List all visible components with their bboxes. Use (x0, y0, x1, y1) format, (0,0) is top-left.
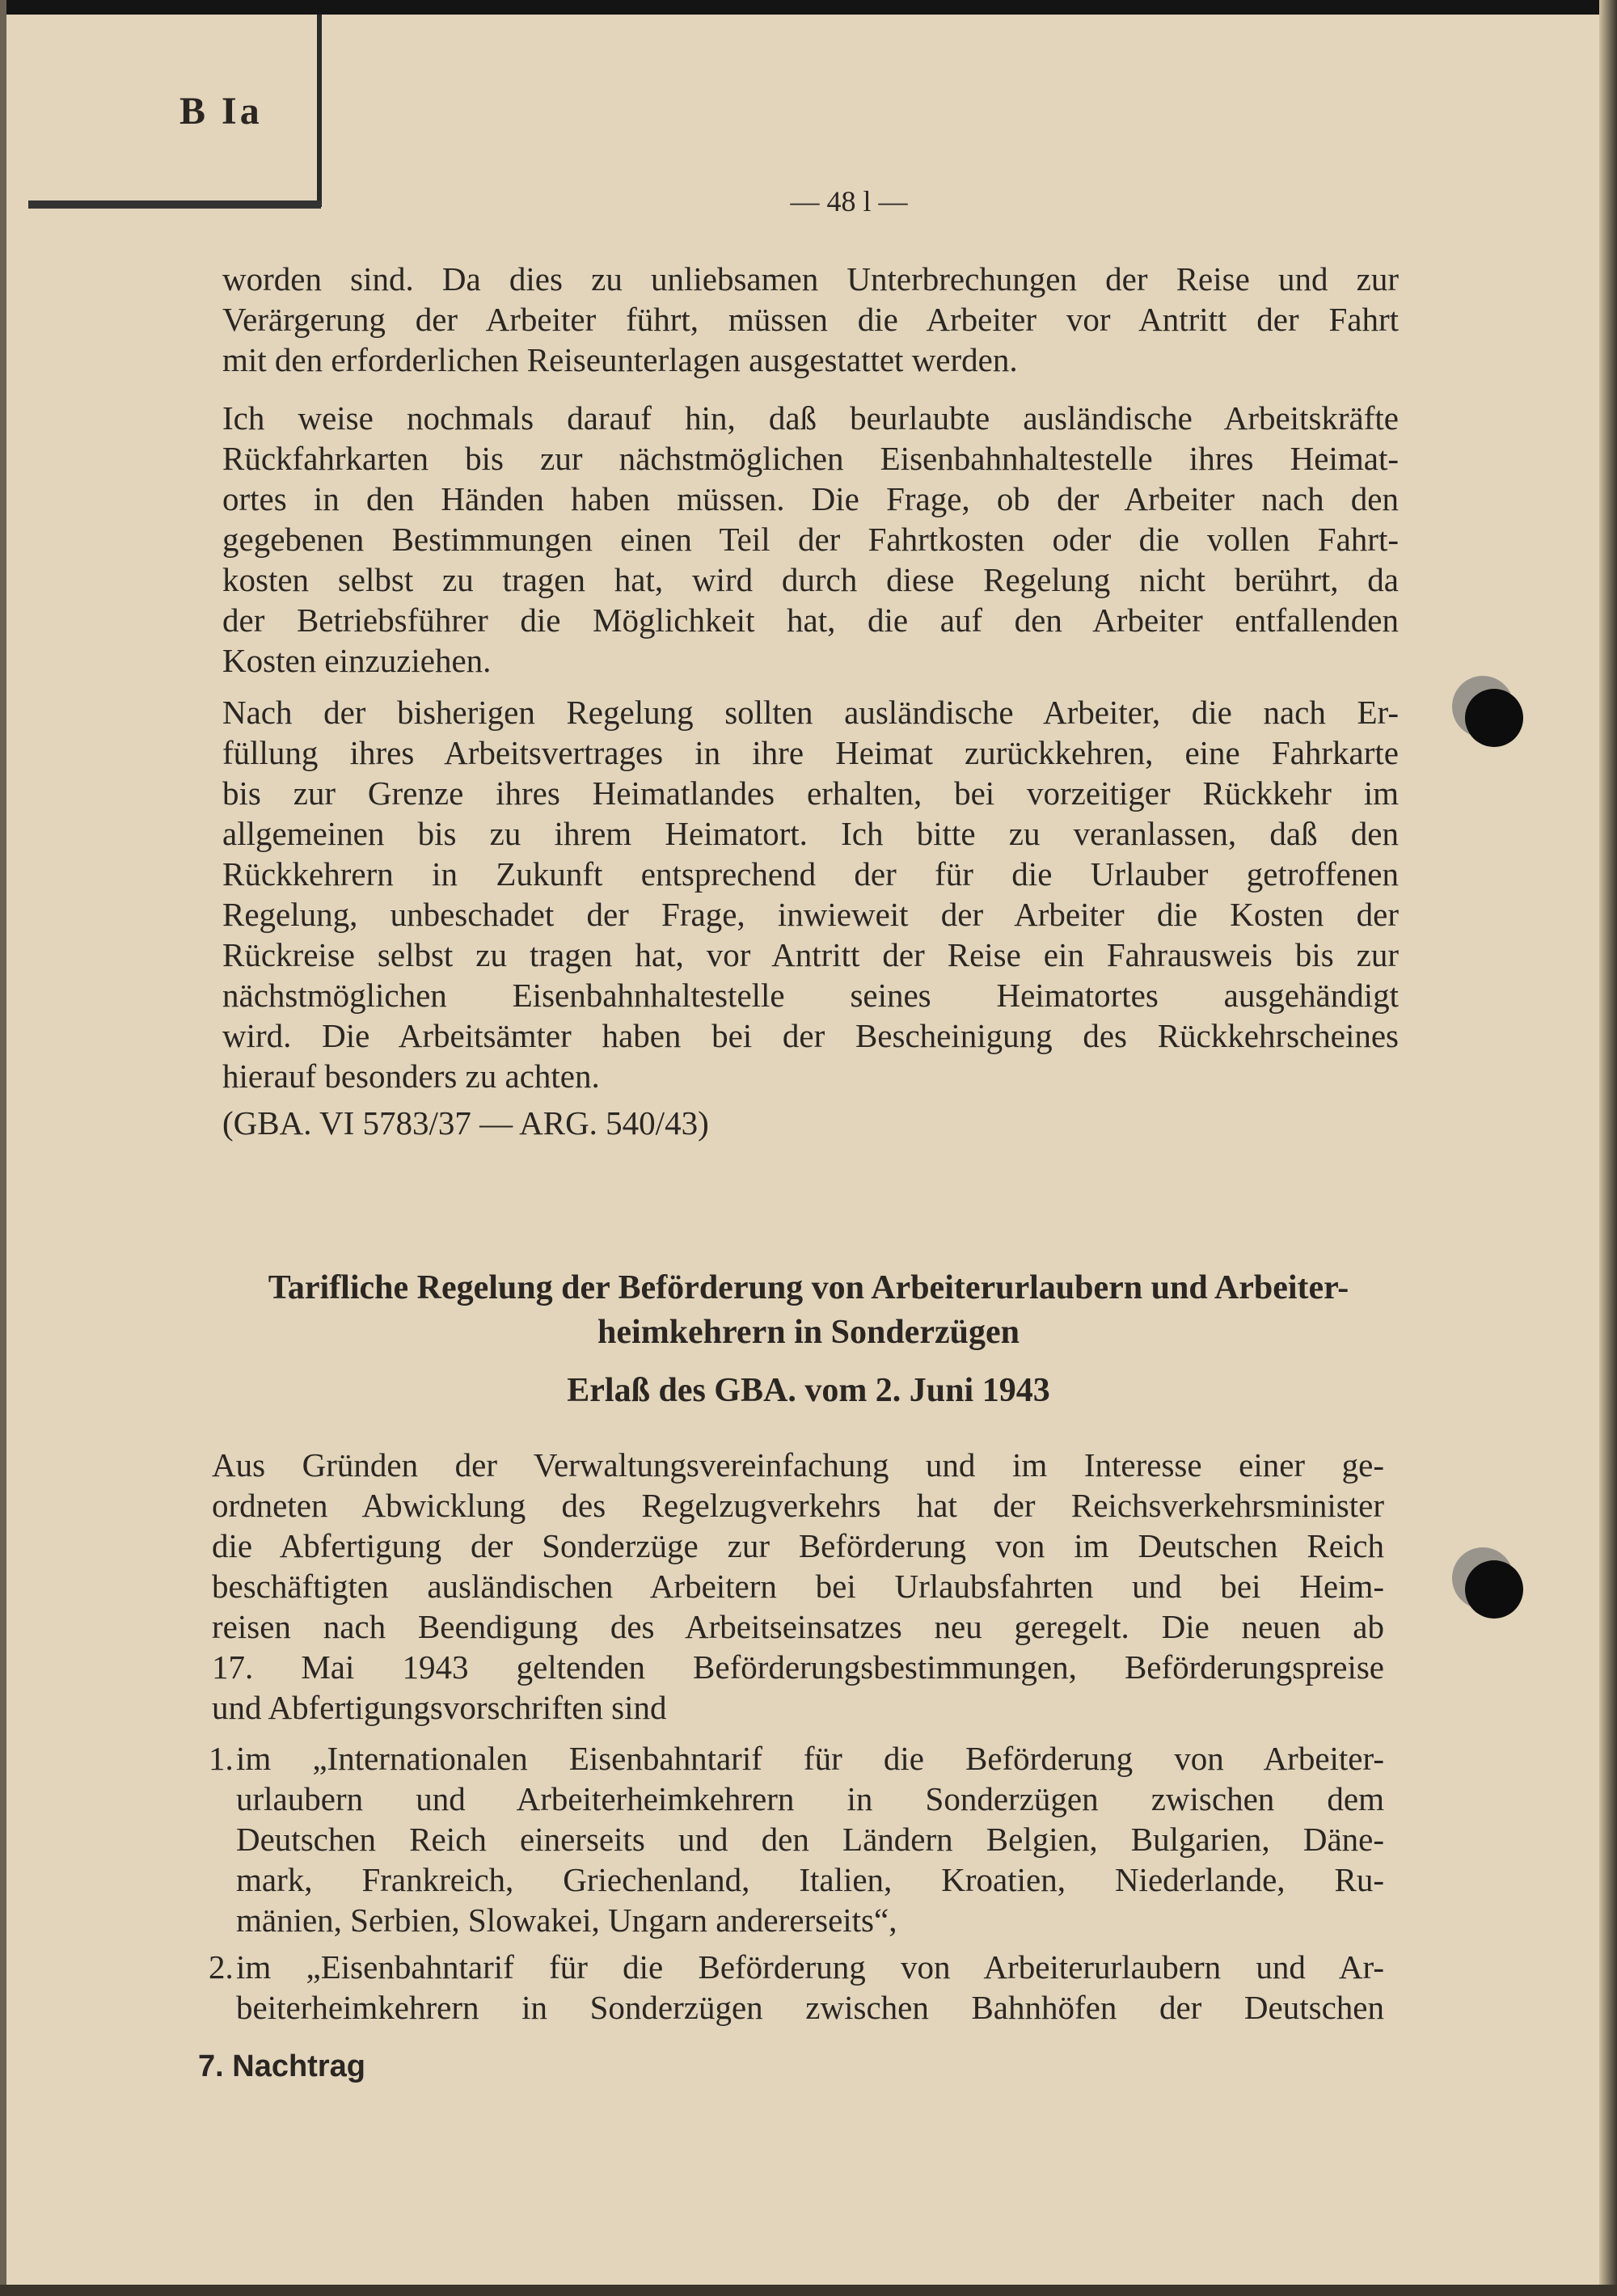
list-item-line: im „Internationalen Eisenbahntarif für die Beförderung von Arbeiter- (236, 1740, 1384, 1777)
scan-top-border (0, 0, 1617, 15)
paragraph-line: nächstmöglichen Eisenbahnhaltestelle seines Heimatortes ausgehändigt (222, 977, 1399, 1014)
paragraph-line: Rückreise selbst zu tragen hat, vor Antritt der Reise ein Fahrausweis bis zur (222, 936, 1399, 973)
section-title-line: heimkehrern in Sonderzügen (597, 1314, 1020, 1351)
paragraph-line: Regelung, unbeschadet der Frage, inwieweit der Arbeiter die Kosten der (222, 896, 1399, 933)
scan-left-edge (0, 0, 6, 2296)
paragraph-line: Ich weise nochmals darauf hin, daß beurlaubte ausländische Arbeitskräfte (222, 399, 1399, 437)
paragraph-line: worden sind. Da dies zu unliebsamen Unterbrechungen der Reise und zur (222, 260, 1399, 298)
list-item-line: beiterheimkehrern in Sonderzügen zwischen Bahnhöfen der Deutschen (236, 1989, 1384, 2026)
paragraph-line: Rückkehrern in Zukunft entsprechend der für die Urlauber getroffenen (222, 855, 1399, 893)
paragraph-line: Rückfahrkarten bis zur nächstmöglichen Eisenbahnhaltestelle ihres Heimat- (222, 440, 1399, 477)
paragraph-line: hierauf besonders zu achten. (222, 1057, 600, 1095)
punch-hole (1465, 1560, 1523, 1619)
section-box-border (317, 15, 322, 207)
intro-line: Aus Gründen der Verwaltungsvereinfachung und im Interesse einer ge- (212, 1446, 1384, 1484)
intro-line: ordneten Abwicklung des Regelzugverkehrs hat der Reichsverkehrsminister (212, 1487, 1384, 1524)
list-item-line: mänien, Serbien, Slowakei, Ungarn andererseits“, (236, 1901, 897, 1939)
section-subtitle: Erlaß des GBA. vom 2. Juni 1943 (567, 1372, 1050, 1409)
paragraph-line: gegebenen Bestimmungen einen Teil der Fahrtkosten oder die vollen Fahrt- (222, 521, 1399, 558)
paragraph-line: füllung ihres Arbeitsvertrages in ihre Heimat zurückkehren, eine Fahrkarte (222, 734, 1399, 771)
paragraph-line: allgemeinen bis zu ihrem Heimatort. Ich bitte zu veranlassen, daß den (222, 815, 1399, 852)
list-item-number: 1. (209, 1740, 234, 1777)
page-number: — 48 l — (790, 185, 908, 217)
intro-line: beschäftigten ausländischen Arbeitern bei Urlaubsfahrten und bei Heim- (212, 1568, 1384, 1605)
list-item-line: im „Eisenbahntarif für die Beförderung von Arbeiterurlaubern und Ar- (236, 1948, 1384, 1986)
paragraph-line: mit den erforderlichen Reiseunterlagen ausgestattet werden. (222, 341, 1018, 378)
intro-line: die Abfertigung der Sonderzüge zur Beförderung von im Deutschen Reich (212, 1527, 1384, 1564)
paragraph-line: bis zur Grenze ihres Heimatlandes erhalten, bei vorzeitiger Rückkehr im (222, 774, 1399, 812)
list-item-line: Deutschen Reich einerseits und den Ländern Belgien, Bulgarien, Däne- (236, 1821, 1384, 1858)
intro-line: 17. Mai 1943 geltenden Beförderungsbestimmungen, Beförderungspreise (212, 1648, 1384, 1686)
scan-bottom-edge (0, 2285, 1617, 2296)
section-code: B Ia (179, 90, 263, 133)
paragraph-line: kosten selbst zu tragen hat, wird durch diese Regelung nicht berührt, da (222, 561, 1399, 598)
list-item-line: mark, Frankreich, Griechenland, Italien, Kroatien, Niederlande, Ru- (236, 1861, 1384, 1898)
list-item-line: urlaubern und Arbeiterheimkehrern in Sonderzügen zwischen dem (236, 1780, 1384, 1817)
intro-line: und Abfertigungsvorschriften sind (212, 1689, 667, 1726)
paragraph-line: Kosten einzuziehen. (222, 642, 492, 679)
intro-line: reisen nach Beendigung des Arbeitseinsatzes neu geregelt. Die neuen ab (212, 1608, 1384, 1645)
list-item-number: 2. (209, 1948, 234, 1986)
paragraph-line: der Betriebsführer die Möglichkeit hat, die auf den Arbeiter entfallenden (222, 601, 1399, 639)
scan-right-edge (1599, 0, 1617, 2296)
paragraph-line: ortes in den Händen haben müssen. Die Frage, ob der Arbeiter nach den (222, 480, 1399, 517)
citation: (GBA. VI 5783/37 — ARG. 540/43) (222, 1104, 709, 1142)
paragraph-line: Verärgerung der Arbeiter führt, müssen die Arbeiter vor Antritt der Fahrt (222, 301, 1399, 338)
section-title-line: Tarifliche Regelung der Beförderung von Arbeiterurlaubern und Arbeiter- (268, 1269, 1349, 1306)
paragraph-line: wird. Die Arbeitsämter haben bei der Bescheinigung des Rückkehrscheines (222, 1017, 1399, 1054)
paragraph-line: Nach der bisherigen Regelung sollten ausländische Arbeiter, die nach Er- (222, 694, 1399, 731)
footer-label: 7. Nachtrag (198, 2049, 365, 2083)
section-box-underline (28, 200, 321, 209)
punch-hole (1465, 689, 1523, 747)
